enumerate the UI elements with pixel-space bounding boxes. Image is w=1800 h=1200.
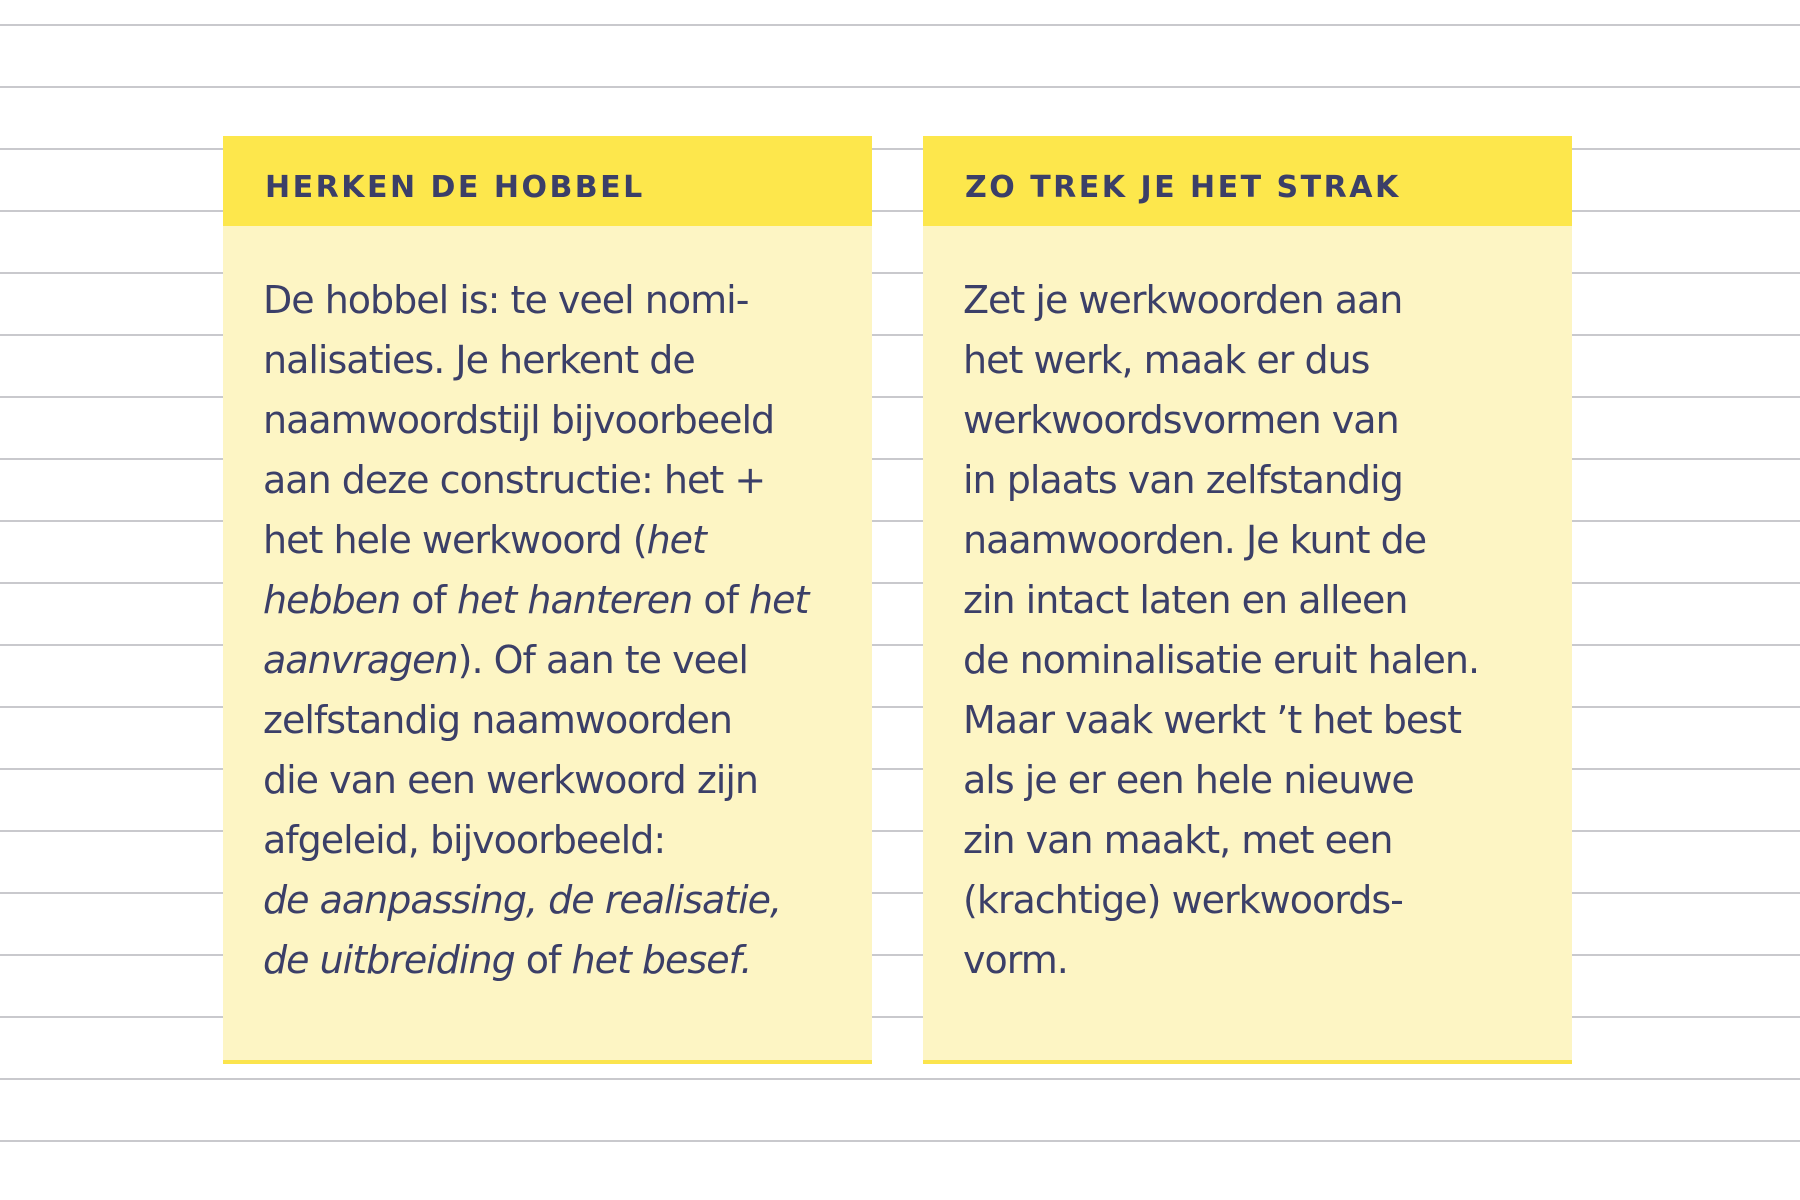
text-run: ). Of aan te veel	[457, 638, 748, 682]
italic-example: het	[749, 578, 809, 622]
text-run: Maar vaak werkt ’t het best	[963, 698, 1461, 742]
text-run: in plaats van zelfstandig	[963, 458, 1403, 502]
text-run: De hobbel is: te veel nomi-	[263, 278, 749, 322]
body-text-line	[263, 390, 872, 450]
text-run: naamwoorden. Je kunt de	[963, 518, 1427, 562]
body-text-line	[963, 750, 1572, 810]
card-header	[923, 136, 1572, 226]
body-text-line	[263, 750, 872, 810]
text-run: of	[514, 938, 572, 982]
body-text-line	[263, 330, 872, 390]
text-run: afgeleid, bijvoorbeeld:	[263, 818, 666, 862]
italic-example: het hanteren	[456, 578, 693, 622]
text-run: of	[692, 578, 750, 622]
card-header	[223, 136, 872, 226]
body-text-line	[263, 270, 872, 330]
body-text-line	[263, 690, 872, 750]
body-text-line	[263, 450, 872, 510]
card-herken-de-hobbel	[223, 136, 872, 1064]
text-run: zin intact laten en alleen	[963, 578, 1408, 622]
body-text-line	[963, 510, 1572, 570]
text-run: werkwoordsvormen van	[963, 398, 1399, 442]
text-run: (krachtige) werkwoords-	[963, 878, 1403, 922]
card-title: ZO TREK JE HET STRAK	[965, 170, 1401, 205]
text-run: vorm.	[963, 938, 1068, 982]
text-run: de nominalisatie eruit halen.	[963, 638, 1480, 682]
card-zo-trek-je-het-strak	[923, 136, 1572, 1064]
body-text-line	[963, 330, 1572, 390]
text-run: het hele werkwoord (	[263, 518, 647, 562]
card-body	[923, 226, 1572, 990]
italic-example: het besef.	[571, 938, 752, 982]
body-text-line	[963, 870, 1572, 930]
body-text-line	[263, 570, 872, 630]
body-text-line	[963, 390, 1572, 450]
card-title: HERKEN DE HOBBEL	[265, 170, 645, 205]
italic-example: hebben	[263, 578, 401, 622]
body-text-line	[263, 810, 872, 870]
text-run: het werk, maak er dus	[963, 338, 1370, 382]
card-body	[223, 226, 872, 990]
text-run: zin van maakt, met een	[963, 818, 1393, 862]
body-text-line	[963, 930, 1572, 990]
body-text-line	[263, 630, 872, 690]
text-run: Zet je werkwoorden aan	[963, 278, 1403, 322]
italic-example: de aanpassing, de realisatie,	[263, 878, 782, 922]
text-run: als je er een hele nieuwe	[963, 758, 1414, 802]
text-run: aan deze constructie: het +	[263, 458, 766, 502]
body-text-line	[963, 630, 1572, 690]
text-run: naamwoordstijl bijvoorbeeld	[263, 398, 775, 442]
body-text-line	[963, 690, 1572, 750]
body-text-line	[963, 570, 1572, 630]
body-text-line	[963, 450, 1572, 510]
text-run: nalisaties. Je herkent de	[263, 338, 695, 382]
body-text-line	[963, 810, 1572, 870]
italic-example: aanvragen	[263, 638, 458, 682]
italic-example: de uitbreiding	[263, 938, 515, 982]
text-run: die van een werkwoord zijn	[263, 758, 758, 802]
italic-example: het	[646, 518, 706, 562]
text-run: of	[400, 578, 457, 622]
text-run: zelfstandig naamwoorden	[263, 698, 732, 742]
body-text-line	[263, 510, 872, 570]
body-text-line	[263, 870, 872, 930]
body-text-line	[263, 930, 872, 990]
body-text-line	[963, 270, 1572, 330]
